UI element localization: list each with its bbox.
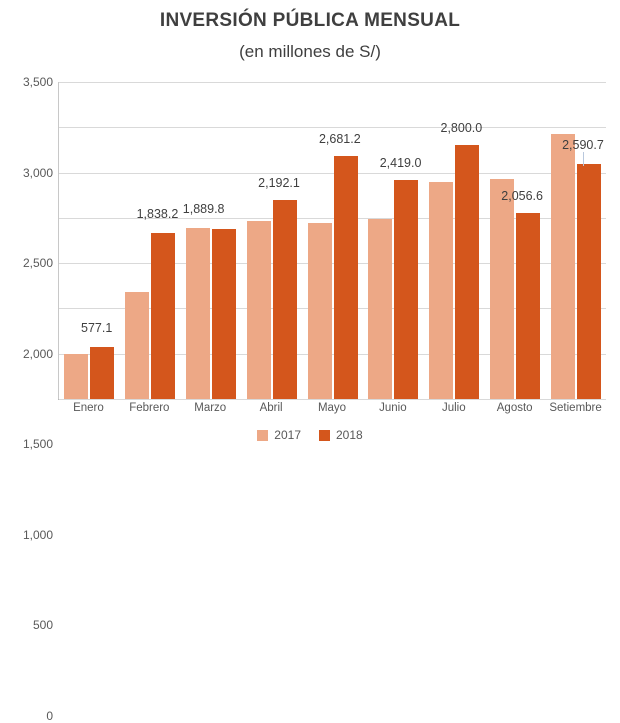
legend-label: 2018 <box>336 428 363 442</box>
bar-2017[interactable] <box>551 134 575 399</box>
data-label: 1,838.2 <box>136 206 179 221</box>
bar-2018[interactable] <box>334 156 358 399</box>
bar-2017[interactable] <box>64 354 88 399</box>
chart-legend <box>0 428 620 442</box>
bar-2017[interactable] <box>429 182 453 399</box>
x-axis-labels <box>58 402 606 414</box>
y-axis-tick-label: 1,000 <box>22 527 53 542</box>
data-label: 1,889.8 <box>182 201 225 216</box>
y-axis-tick-label: 500 <box>32 618 53 633</box>
data-label: 2,681.2 <box>318 132 361 147</box>
x-axis-tick-label: Junio <box>379 402 407 414</box>
bar-group <box>424 82 485 399</box>
chart-subtitle: (en millones de S/) <box>239 42 381 61</box>
legend-item[interactable] <box>257 428 301 442</box>
x-axis-tick-label: Enero <box>73 402 104 414</box>
bar-group <box>363 82 424 399</box>
bar-2018[interactable] <box>273 200 297 399</box>
y-axis-tick-label: 0 <box>46 709 53 723</box>
legend-label: 2017 <box>274 428 301 442</box>
legend-swatch <box>319 430 330 441</box>
x-axis-tick-label: Julio <box>441 402 466 414</box>
bar-group <box>59 82 120 399</box>
bar-2017[interactable] <box>308 223 332 399</box>
bar-group <box>120 82 181 399</box>
y-axis-tick-label: 1,500 <box>22 437 53 452</box>
x-axis-tick-label: Agosto <box>496 402 533 414</box>
x-axis-tick-label: Mayo <box>317 402 347 414</box>
bar-group <box>545 82 606 399</box>
x-axis-tick-label: Febrero <box>129 402 170 414</box>
x-axis-tick-label: Setiembre <box>549 402 602 414</box>
y-axis-tick-label: 3,000 <box>22 165 53 180</box>
x-axis-tick-label: Marzo <box>194 402 227 414</box>
bar-2018[interactable] <box>516 213 540 399</box>
chart-title: INVERSIÓN PÚBLICA MENSUAL <box>159 10 461 31</box>
bar-2018[interactable] <box>151 233 175 399</box>
data-label: 2,056.6 <box>501 188 543 203</box>
legend-swatch <box>257 430 268 441</box>
bar-2017[interactable] <box>490 179 514 399</box>
bar-group <box>241 82 302 399</box>
bar-2018[interactable] <box>577 164 601 399</box>
data-label: 2,192.1 <box>258 176 300 191</box>
data-label: 2,800.0 <box>440 121 483 136</box>
bar-2018[interactable] <box>394 180 418 399</box>
bar-group <box>181 82 242 399</box>
bar-2017[interactable] <box>125 292 149 399</box>
bar-2017[interactable] <box>247 221 271 399</box>
bar-2017[interactable] <box>186 228 210 399</box>
bar-2018[interactable] <box>212 229 236 399</box>
bar-2017[interactable] <box>368 219 392 399</box>
data-label: 577.1 <box>81 320 113 335</box>
label-leader-line <box>583 152 584 166</box>
bar-groups <box>59 82 606 399</box>
legend-item[interactable] <box>319 428 363 442</box>
y-axis-tick-label: 2,000 <box>22 346 53 361</box>
y-axis-tick-label: 3,500 <box>22 75 53 89</box>
data-label: 2,590.7 <box>562 138 604 153</box>
y-axis-tick-label: 2,500 <box>22 256 53 271</box>
bar-2018[interactable] <box>90 347 114 399</box>
data-label: 2,419.0 <box>379 155 422 170</box>
bar-group <box>484 82 545 399</box>
x-axis-tick-label: Abril <box>259 402 283 414</box>
bar-group <box>302 82 363 399</box>
bar-2018[interactable] <box>455 145 479 399</box>
